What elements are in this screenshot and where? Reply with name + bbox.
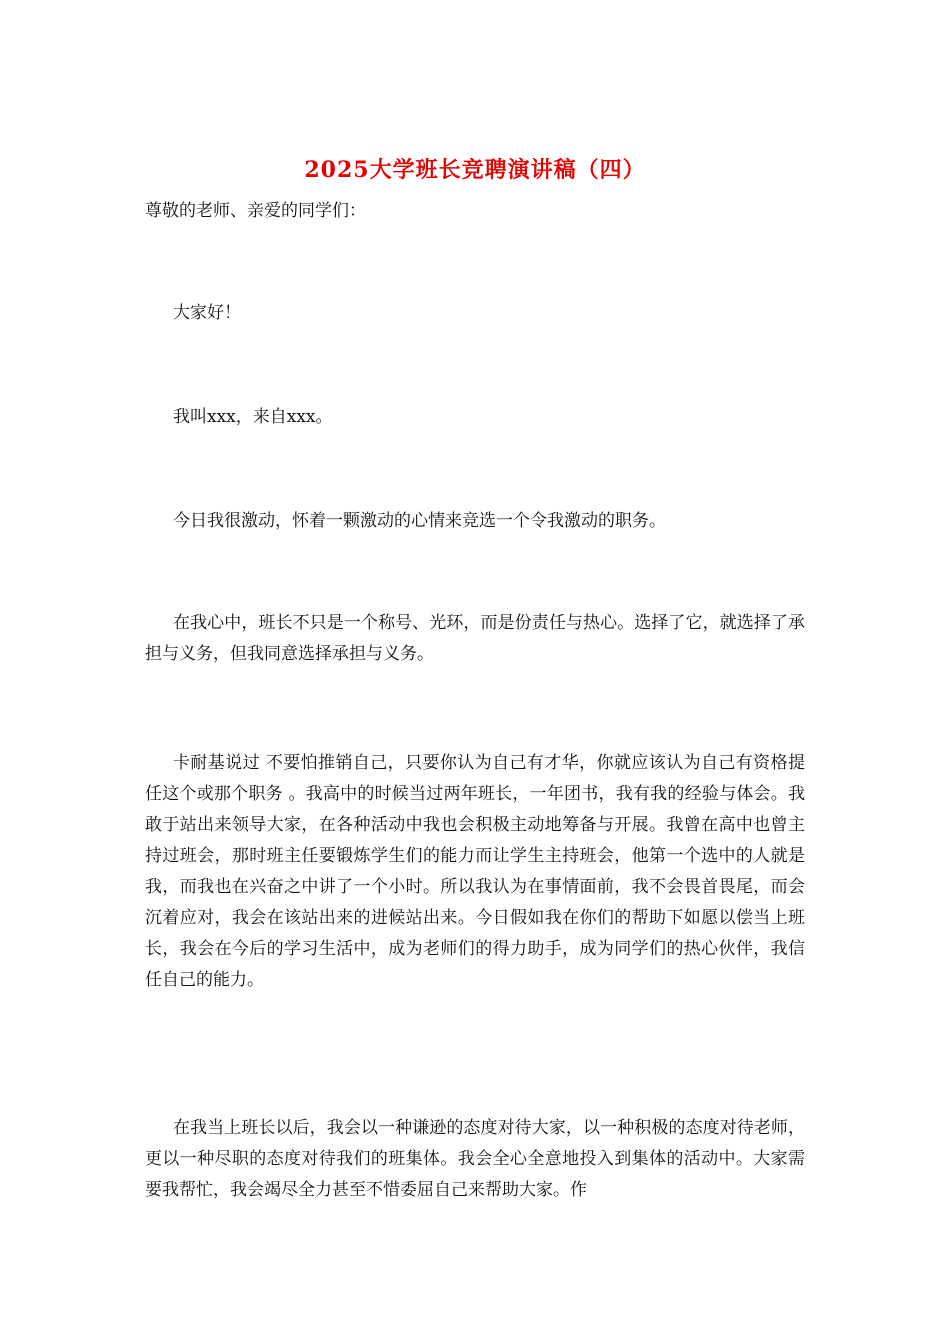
paragraph-introduction: 我叫xxx，来自xxx。 bbox=[173, 407, 333, 427]
paragraph-greeting: 大家好！ bbox=[173, 303, 241, 323]
salutation: 尊敬的老师、亲爱的同学们： bbox=[145, 201, 366, 221]
document-title: 2025大学班长竞聘演讲稿（四） bbox=[304, 157, 646, 183]
paragraph-experience: 卡耐基说过 不要怕推销自己，只要你认为自己有才华，你就应该认为自己有资格提任这个或那个职务 。我高中的时候当过两年班长，一年团书，我有我的经验与体会。我敢于站出来领导大家，在各种活动中我也会积极主动地筹备与开展。我曾在高中也曾主持过班会，那时班主任要锻炼学生们的能力而让学生主持班会，他第一个选中的人就是我，而我也在兴奋之中讲了一个小时。所以我认为在事情面前，我不会畏首畏尾，而会沉着应对，我会在该站出来的进候站出来。今日假如我在你们的帮助下如愿以偿当上班长，我会在今后的学习生活中，成为老师们的得力助手，成为同学们的热心伙伴，我信任自己的能力。 bbox=[145, 753, 805, 990]
paragraph-excitement: 今日我很激动，怀着一颗激动的心情来竞选一个令我激动的职务。 bbox=[173, 511, 666, 531]
paragraph-commitment: 在我当上班长以后，我会以一种谦逊的态度对待大家，以一种积极的态度对待老师，更以一种尽职的态度对待我们的班集体。我会全心全意地投入到集体的活动中。大家需要我帮忙，我会竭尽全力甚至不惜委屈自己来帮助大家。作 bbox=[145, 1118, 805, 1200]
paragraph-responsibility: 在我心中，班长不只是一个称号、光环，而是份责任与热心。选择了它，就选择了承担与义务，但我同意选择承担与义务。 bbox=[145, 613, 805, 664]
